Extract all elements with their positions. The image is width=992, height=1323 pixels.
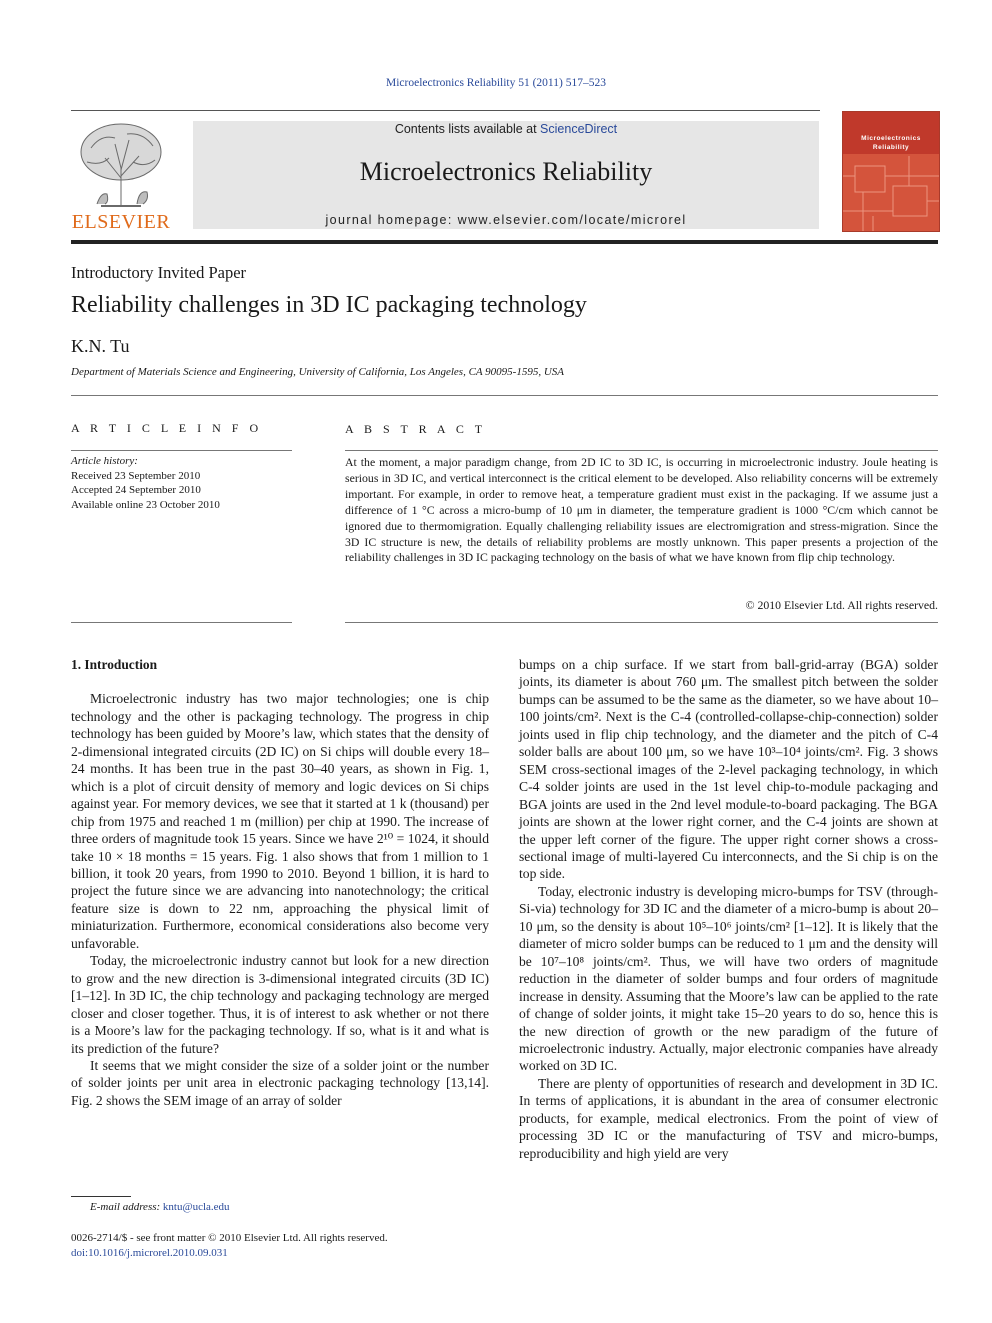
header-rule	[71, 110, 820, 111]
contents-line	[193, 122, 819, 136]
circuit-pattern-icon	[843, 156, 939, 231]
email-link[interactable]: kntu@ucla.edu	[162, 1201, 230, 1213]
cover-title	[843, 134, 939, 152]
abstract-copyright: © 2010 Elsevier Ltd. All rights reserved.	[745, 598, 938, 612]
footnote-email	[90, 1201, 230, 1213]
article-info-heading: A R T I C L E I N F O	[71, 421, 263, 435]
article-title: Reliability challenges in 3D IC packaging technology	[71, 292, 587, 318]
abstract-text: At the moment, a major paradigm change, from 2D IC to 3D IC, is occurring in microelectronic industry. Joule heating is serious in 3D IC, and vertical interconnect is the critical element to be developed. Also reliability concerns will be extremely important. For example, in order to remove heat, a temperature gradient must exist in the packaging. If we assume just a difference of 1 °C across a micro-bump of 10 μm in diameter, the temperature gradient is 1000 °C/cm which cannot be ignored due to thermomigration. Equally challenging reliability issues are electromigration and stress-migration. Since the 3D IC structure is new, the details of reliability problems are mostly unknown. This paper presents a projection of the reliability challenges in 3D IC packaging technology on the basis of what we have known from flip chip technology.	[345, 455, 938, 565]
front-matter-footer	[71, 1231, 388, 1260]
abstract-heading: A B S T R A C T	[345, 422, 487, 436]
journal-homepage[interactable]: journal homepage: www.elsevier.com/locate/microrel	[325, 213, 687, 227]
body-paragraph: It seems that we might consider the size of a solder joint or the number of solder joints per unit area in electronic packaging technology [13,14]. Fig. 2 shows the SEM image of an array of solder	[71, 1057, 489, 1108]
body-column-right	[519, 656, 938, 1162]
received-date: Received 23 September 2010	[71, 469, 201, 482]
article-type: Introductory Invited Paper	[71, 263, 247, 282]
abstract-rule	[345, 450, 938, 451]
journal-name: Microelectronics Reliability	[359, 157, 653, 186]
article-info-bottom-rule	[71, 622, 292, 623]
elsevier-tree-icon	[71, 118, 171, 210]
abstract-bottom-rule	[345, 622, 938, 623]
elsevier-logo	[71, 118, 171, 234]
issn-line: 0026-2714/$ - see front matter © 2010 Elsevier Ltd. All rights reserved.	[71, 1232, 388, 1244]
journal-cover-image[interactable]	[842, 111, 940, 232]
body-paragraph: Microelectronic industry has two major technologies; one is chip technology and the other is packaging technology. The progress in chip technology has been guided by Moore’s law, which states that the density of 2-dimensional integrated circuits (2D IC) on Si chips will double every 18–24 months. It has been true in the past 30–40 years, as shown in Fig. 1, which is a plot of circuit density of memory and logic devices on Si chips against year. For memory devices, we see that it started at 1 k (thousand) per chip from 1975 and reached 1 m (million) per chip at 1990. The increase of three orders of magnitude took 15 years. Since we have 2¹⁰ = 1024, it should take 10 × 18 months = 15 years. Fig. 1 also shows that from 1 million to 1 billion, it took 20 years, from 1990 to 2010. Beyond 1 billion, it is hard to project the future since we are advancing into nanotechnology; the critical feature size is down to 22 nm, approaching the physical limit of miniaturization. Furthermore, economical considerations also become very unfavorable.	[71, 691, 489, 951]
body-paragraph: Today, the microelectronic industry cannot but look for a new direction to grow and the new direction is 3-dimensional integrated circuits (3D IC) [1–12]. In 3D IC, the chip technology and packaging technology are merged closer and closer together. Thus, it is of interest to ask whether or not there is a Moore’s law for the packaging technology. If so, what is it and what is its prediction of the future?	[71, 953, 489, 1056]
footnote-rule	[71, 1196, 131, 1197]
author-affiliation: Department of Materials Science and Engineering, University of California, Los Angeles, CA 90095-1595, USA	[71, 366, 565, 378]
masthead-rule	[71, 240, 938, 244]
body-paragraph: Today, electronic industry is developing micro-bumps for TSV (through-Si-via) technology for 3D IC and the diameter of a micro-bump is about 20–10 μm, so the density is about 10⁵–10⁶ joints/cm² [1–12]. It is likely that the diameter of micro solder bumps can be reduced to 1 μm and the density will be 10⁷–10⁸ joints/cm². Thus, we will have two orders of magnitude reduction in the diameter of solder bumps and four orders of magnitude increase in density. Assuming that the Moore’s law can be applied to the rate of change of solder joints, it might take 15–20 years to do so, hence this is the new direction of growth or the new paradigm of the future of microelectronic industry. Actually, major electronic companies have already worked on 3D IC.	[519, 883, 938, 1074]
footnote-label: E-mail address:	[90, 1201, 163, 1213]
journal-reference[interactable]: Microelectronics Reliability 51 (2011) 517–523	[386, 77, 606, 89]
online-date: Available online 23 October 2010	[71, 498, 220, 511]
history-title: Article history:	[71, 455, 138, 467]
author-name: K.N. Tu	[71, 336, 130, 356]
doi-link[interactable]: doi:10.1016/j.microrel.2010.09.031	[71, 1246, 228, 1259]
article-info-rule	[71, 450, 292, 451]
body-column-left	[71, 656, 489, 1109]
body-paragraph: bumps on a chip surface. If we start from ball-grid-array (BGA) solder joints, its diameter is about 760 μm. The smallest pitch between the solder bumps can be assumed to be the same as the diameter, so we have about 10–100 joints/cm². Next is the C-4 (controlled-collapse-chip-connection) solder joints used in flip chip technology, and the diameter and the pitch of C-4 solder balls are about 100 μm, so we have 10³–10⁴ joints/cm². Fig. 3 shows SEM cross-sectional images of the 2-level packaging technology, in which C-4 solder joints are used in the 1st level chip-to-module packaging and BGA joints are used in the 2nd level module-to-board packaging. The BGA joints are shown at the lower right corner, and the C-4 joints are shown at the upper left corner of the figure. The upper right corner shows a cross-sectional image of multi-layered Cu interconnects, and the Si chip is on the top side.	[519, 657, 938, 882]
accepted-date: Accepted 24 September 2010	[71, 484, 201, 497]
section-heading-introduction: 1. Introduction	[71, 657, 158, 672]
cover-title-line1: Microelectronics	[861, 135, 921, 142]
journal-masthead	[193, 121, 819, 229]
sciencedirect-link[interactable]: ScienceDirect	[540, 122, 618, 136]
elsevier-wordmark: ELSEVIER	[71, 211, 171, 233]
contents-prefix: Contents lists available at	[394, 122, 541, 136]
title-rule	[71, 395, 938, 396]
cover-title-line2: Reliability	[872, 144, 910, 151]
article-history	[71, 454, 292, 512]
body-paragraph: There are plenty of opportunities of research and development in 3D IC. In terms of applications, it is abundant in the area of consumer electronic products, for example, medical electronics. From the point of view of processing 3D IC or the manufacturing of TSV and micro-bumps, reproducibility and high yield are very	[519, 1075, 938, 1161]
